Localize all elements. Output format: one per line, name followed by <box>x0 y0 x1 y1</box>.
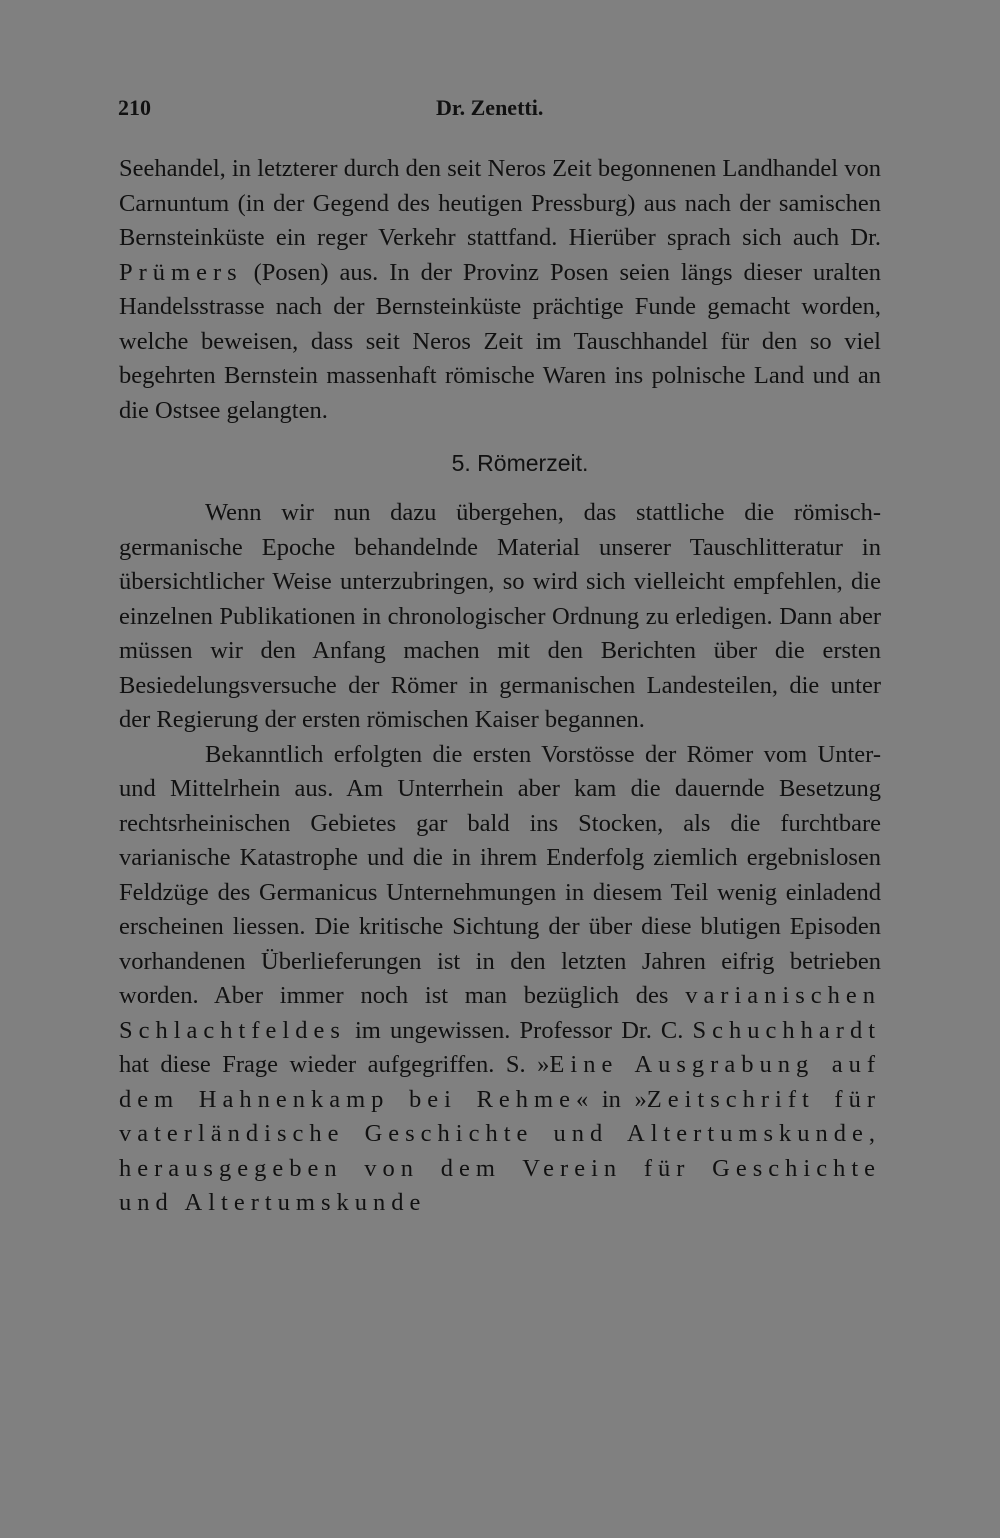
section-heading: 5. Römerzeit. <box>451 450 589 476</box>
paragraph-2: Wenn wir nun dazu übergehen, das stattliche die römisch-germanische Epoche behandelnde Material unserer Tauschlitteratur in übersichtlicher Weise unterzubringen, so wird sich vielleicht empfehlen, die einzelnen Publikationen in chronologischer Ordnung zu erledigen. Dann aber müssen wir den Anfang machen mit den Berichten über die ersten Besiedelungsversuche der Römer in germanischen Landesteilen, die unter der Regierung der ersten römischen Kaiser begannen. <box>119 499 881 733</box>
author-name-schuchhardt: Schuchhardt <box>692 1016 881 1044</box>
spaced-varianischen-schlachtfeldes: varianischen Schlachtfeldes <box>119 982 881 1044</box>
paragraph-3-text-c: im ungewissen. Professor Dr. C. <box>345 1016 693 1044</box>
paragraph-3-text-g: « in » <box>575 1085 647 1113</box>
paragraph-3-text-e: hat diese Frage wieder aufgegriffen. S. » <box>119 1051 550 1078</box>
spaced-journal-title: Zeitschrift für vaterländische Geschichte und Altertumskunde, herausgegeben von dem Verein für Geschichte und Altertumskunde <box>119 1085 881 1216</box>
body-text <box>119 152 881 1221</box>
paragraph-3-text-a: Bekanntlich erfolgten die ersten Vorstösse der Römer vom Unter- und Mittelrhein aus. Am Unterrhein aber kam die dauernde Besetzung rechtsrheinischen Gebietes gar bald ins Stocken, als die furchtbare varianische Katastrophe und die in ihrem Enderfolg ziemlich ergebnislosen Feldzüge des Germanicus Unternehmungen in diesem Teil wenig einladend erscheinen liessen. Die kritische Sichtung der über diese blutigen Episoden vorhandenen Überlieferungen ist in den letzten Jahren eifrig betrieben worden. Aber immer noch ist man bezüglich des <box>119 740 881 1009</box>
running-head <box>118 95 878 125</box>
author-name-pruemers: Prümers <box>119 258 243 286</box>
paragraph-1-text-c: (Posen) aus. In der Provinz Posen seien längs dieser uralten Handelsstrasse nach der Bernsteinküste prächtige Funde gemacht worden, welche beweisen, dass seit Neros Zeit im Tauschhandel für den so viel begehrten Bernstein massenhaft römische Waren ins polnische Land und an die Ostsee gelangten. <box>119 258 881 424</box>
paragraph-3 <box>119 738 881 1221</box>
header-title: Dr. Zenetti. <box>436 95 544 120</box>
paragraph-1 <box>119 152 881 428</box>
paragraph-1-text-a: Seehandel, in letzterer durch den seit Neros Zeit begonnenen Landhandel von Carnuntum (in der Gegend des heutigen Pressburg) aus nach der samischen Bernsteinküste ein reger Verkehr stattfand. Hierüber sprach sich auch Dr. <box>119 155 881 251</box>
spaced-article-title: Eine Ausgrabung auf dem Hahnenkamp bei Rehme <box>119 1051 881 1113</box>
page-number: 210 <box>118 95 151 120</box>
